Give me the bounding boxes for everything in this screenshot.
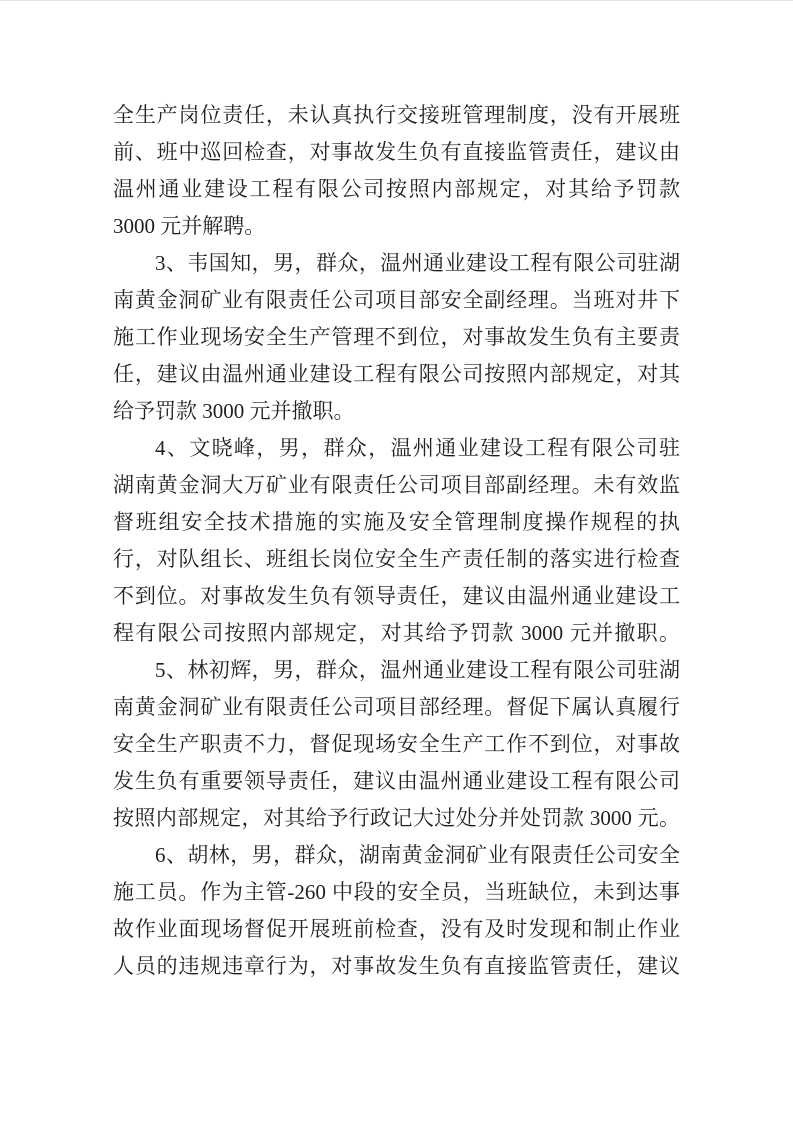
text-line: 任，建议由温州通业建设工程有限公司按照内部规定，对其: [113, 362, 680, 386]
text-line: 施工作业现场安全生产管理不到位，对事故发生负有主要责: [113, 325, 680, 349]
text-line: 行，对队组长、班组长岗位安全生产责任制的落实进行检查: [113, 547, 680, 571]
paragraph-continuation: [113, 97, 680, 245]
text-line: 5、林初辉，男，群众，温州通业建设工程有限公司驻湖: [155, 658, 680, 682]
text-line: 发生负有重要领导责任，建议由温州通业建设工程有限公司: [113, 769, 680, 793]
text-line: 故作业面现场督促开展班前检查，没有及时发现和制止作业: [113, 917, 680, 941]
text-line: 南黄金洞矿业有限责任公司项目部安全副经理。当班对井下: [113, 288, 680, 312]
text-line: 不到位。对事故发生负有领导责任，建议由温州通业建设工: [113, 584, 680, 608]
text-line: 安全生产职责不力，督促现场安全生产工作不到位，对事故: [113, 732, 680, 756]
document-body: [113, 97, 680, 985]
paragraph-item-5: [113, 652, 680, 837]
text-line: 给予罚款 3000 元并撤职。: [113, 399, 355, 423]
text-line: 人员的违规违章行为，对事故发生负有直接监管责任，建议: [113, 954, 680, 978]
text-line: 程有限公司按照内部规定，对其给予罚款 3000 元并撤职。: [113, 621, 680, 645]
paragraph-item-3: [113, 245, 680, 430]
text-line: 湖南黄金洞大万矿业有限责任公司项目部副经理。未有效监: [113, 473, 680, 497]
text-line: 督班组安全技术措施的实施及安全管理制度操作规程的执: [113, 510, 680, 534]
text-line: 全生产岗位责任，未认真执行交接班管理制度，没有开展班: [113, 103, 680, 127]
text-line: 3、韦国知，男，群众，温州通业建设工程有限公司驻湖: [155, 251, 680, 275]
text-line: 施工员。作为主管-260 中段的安全员，当班缺位，未到达事: [113, 880, 680, 904]
text-line: 南黄金洞矿业有限责任公司项目部经理。督促下属认真履行: [113, 695, 680, 719]
text-line: 6、胡林，男，群众，湖南黄金洞矿业有限责任公司安全: [155, 843, 680, 867]
text-line: 3000 元并解聘。: [113, 214, 266, 238]
text-line: 温州通业建设工程有限公司按照内部规定，对其给予罚款: [113, 177, 680, 201]
text-line: 前、班中巡回检查，对事故发生负有直接监管责任，建议由: [113, 140, 680, 164]
text-line: 4、文晓峰，男，群众，温州通业建设工程有限公司驻: [155, 436, 680, 460]
paragraph-item-4: [113, 430, 680, 652]
text-line: 按照内部规定，对其给予行政记大过处分并处罚款 3000 元。: [113, 806, 680, 830]
paragraph-item-6: [113, 837, 680, 985]
